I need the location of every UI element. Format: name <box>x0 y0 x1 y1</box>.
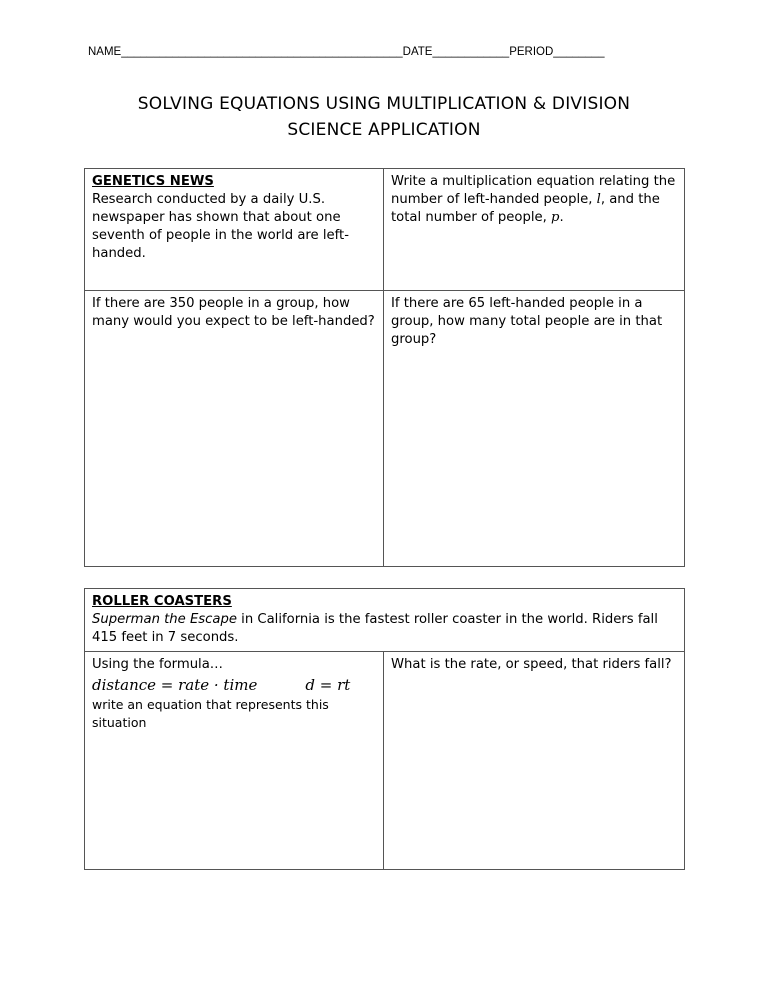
variable-l: l <box>596 192 601 207</box>
roller-intro-text <box>92 611 678 647</box>
formula-intro: Using the formula… <box>92 657 223 672</box>
genetics-row-2 <box>85 291 685 567</box>
genetics-q1-text-a: Write a multiplication equation relating the number of left-handed people, <box>391 174 676 207</box>
genetics-row-1 <box>85 169 685 291</box>
header-fields: NAME____________________________________________DATE____________PERIOD________ <box>88 46 605 58</box>
genetics-heading: GENETICS NEWS <box>92 174 214 189</box>
roller-row-2 <box>85 652 685 870</box>
genetics-q1-text-b: , and the total number of people, <box>391 192 660 225</box>
roller-formula-cell[interactable] <box>85 652 384 870</box>
roller-rate-cell[interactable] <box>384 652 685 870</box>
roller-heading: ROLLER COASTERS <box>92 594 232 609</box>
worksheet-title: SOLVING EQUATIONS USING MULTIPLICATION & DIVISION <box>137 94 631 114</box>
roller-table <box>84 588 685 870</box>
formula-task: write an equation that represents this situation <box>92 697 329 730</box>
genetics-q3-text: If there are 65 left-handed people in a group, how many total people are in that group? <box>391 296 663 347</box>
coaster-name: Superman the Escape <box>92 612 237 627</box>
variable-p: p <box>551 210 560 225</box>
genetics-q3-cell[interactable] <box>384 291 685 567</box>
genetics-q2-text: If there are 350 people in a group, how many would you expect to be left-handed? <box>92 296 375 329</box>
roller-row-1 <box>85 589 685 652</box>
genetics-intro-cell <box>85 169 384 291</box>
roller-intro-cell <box>85 589 685 652</box>
worksheet-subtitle: SCIENCE APPLICATION <box>287 120 481 140</box>
genetics-q1-text-c: . <box>559 210 564 225</box>
formula-display <box>92 676 377 694</box>
roller-rate-question: What is the rate, or speed, that riders fall? <box>391 657 672 672</box>
roller-intro-rest: in California is the fastest roller coaster in the world. Riders fall 415 feet in 7 seconds. <box>92 612 658 645</box>
genetics-equation-cell[interactable] <box>384 169 685 291</box>
genetics-intro-text: Research conducted by a daily U.S. newspaper has shown that about one seventh of people in the world are left-handed. <box>92 192 349 261</box>
genetics-table <box>84 168 685 567</box>
genetics-q2-cell[interactable] <box>85 291 384 567</box>
formula-words: distance = rate · time <box>92 676 258 694</box>
formula-short: d = rt <box>305 676 351 694</box>
